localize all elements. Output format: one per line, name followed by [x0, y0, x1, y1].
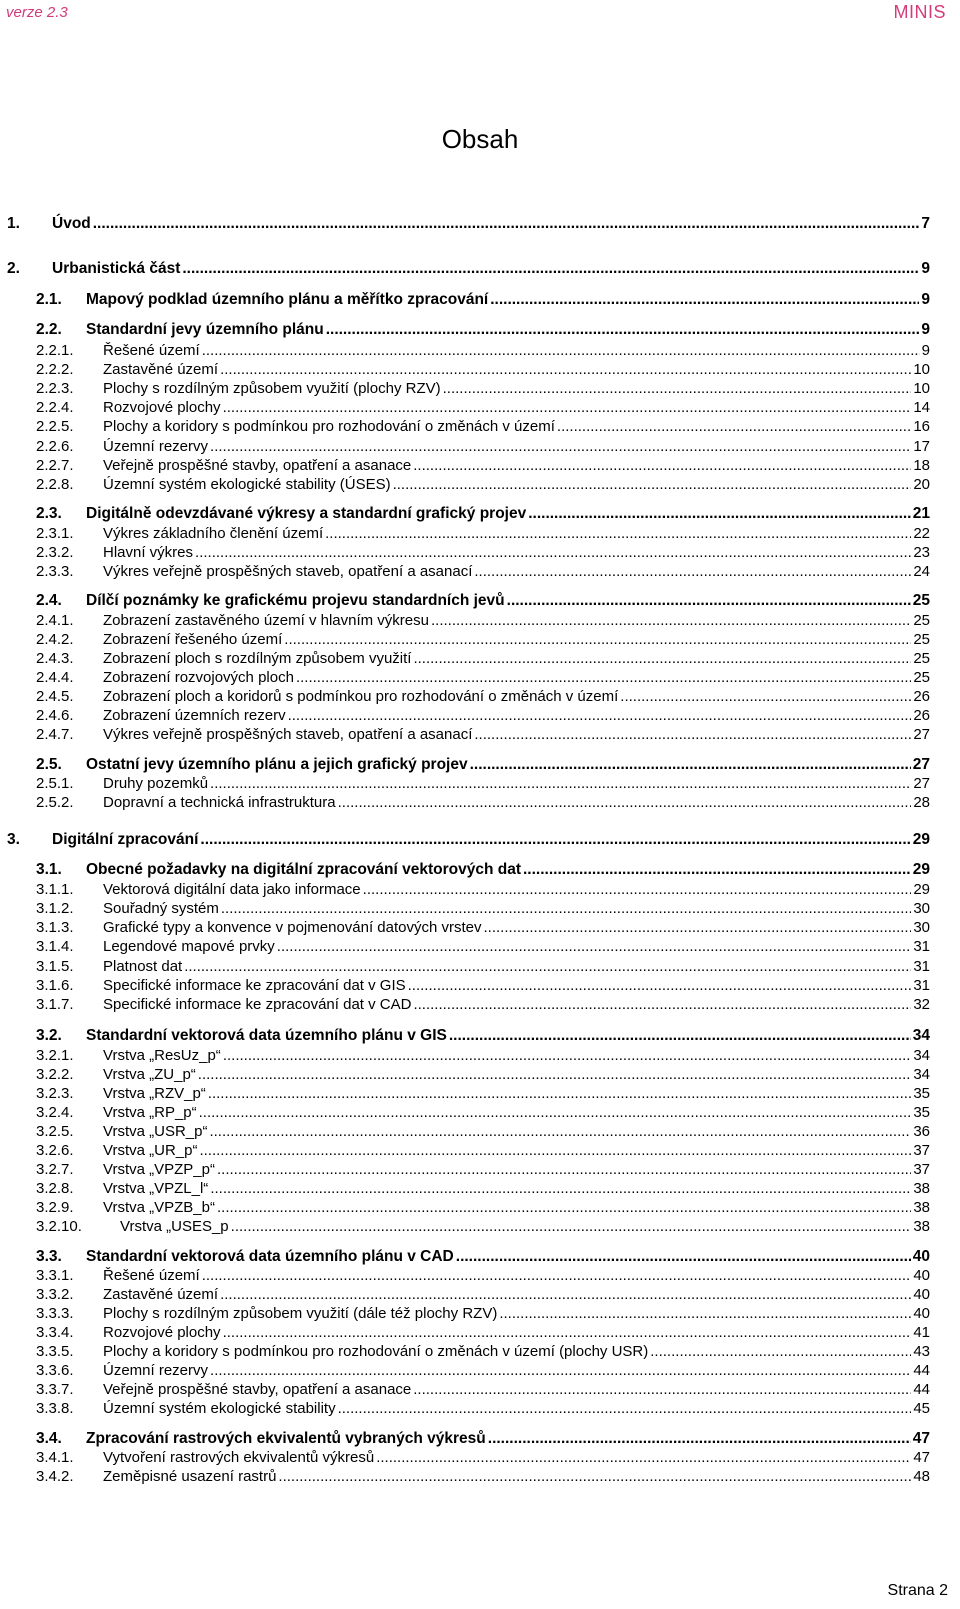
toc-entry-title: Územní rezervy: [103, 438, 209, 455]
toc-entry[interactable]: [0, 563, 960, 583]
toc-entry-number: 2.2.: [36, 321, 62, 338]
toc-entry-number: 2.4.2.: [36, 631, 74, 648]
toc-entry[interactable]: [0, 525, 960, 545]
toc-leader-dots: [217, 1199, 911, 1216]
toc-leader-dots: [288, 707, 912, 724]
toc-entry-title: Druhy pozemků: [103, 775, 209, 792]
toc-leader-dots: [202, 342, 920, 359]
toc-entry-page: 30: [913, 900, 930, 917]
toc-entry-title: Souřadný systém: [103, 900, 219, 917]
toc-entry[interactable]: [0, 1180, 960, 1200]
toc-entry-page: 9: [921, 321, 930, 338]
toc-entry-title: Platnost dat: [103, 958, 183, 975]
toc-entry[interactable]: [0, 476, 960, 496]
toc-entry-page: 16: [913, 418, 930, 435]
toc-entry-title: Územní systém ekologické stability: [103, 1400, 336, 1417]
toc-entry-number: 2.5.1.: [36, 775, 74, 792]
toc-entry-page: 29: [912, 861, 930, 878]
toc-entry[interactable]: [0, 612, 960, 632]
toc-entry-title: Urbanistická část: [52, 260, 181, 277]
toc-entry[interactable]: [0, 881, 960, 901]
toc-leader-dots: [413, 650, 911, 667]
toc-leader-dots: [199, 1142, 911, 1159]
toc-entry-title: Plochy s rozdílným způsobem využití (dále též plochy RZV): [103, 1305, 498, 1322]
toc-entry-page: 37: [913, 1161, 930, 1178]
toc-entry-title: Veřejně prospěšné stavby, opatření a asanace: [103, 457, 412, 474]
toc-leader-dots: [490, 291, 919, 309]
toc-entry[interactable]: [0, 1047, 960, 1067]
toc-entry-title: Řešené území: [103, 342, 200, 359]
toc-leader-dots: [449, 1027, 911, 1045]
toc-entry-title: Plochy s rozdílným způsobem využití (plochy RZV): [103, 380, 441, 397]
toc-entry[interactable]: [0, 457, 960, 477]
toc-leader-dots: [413, 457, 911, 474]
toc-leader-dots: [443, 380, 912, 397]
toc-entry-number: 2.2.7.: [36, 457, 74, 474]
page-number: Strana 2: [887, 1582, 948, 1599]
toc-leader-dots: [528, 505, 911, 523]
toc-entry[interactable]: [0, 505, 960, 525]
toc-entry[interactable]: [0, 1104, 960, 1124]
toc-entry-title: Ostatní jevy územního plánu a jejich grafický projev: [86, 756, 468, 773]
toc-entry-number: 3.4.2.: [36, 1468, 74, 1485]
version-label: verze 2.3: [6, 4, 68, 21]
toc-entry[interactable]: [0, 1085, 960, 1105]
toc-entry-number: 3.1.7.: [36, 996, 74, 1013]
toc-entry-title: Vrstva „RZV_p“: [103, 1085, 206, 1102]
toc-entry-title: Standardní jevy územního plánu: [86, 321, 324, 338]
toc-entry-number: 3.2.: [36, 1027, 62, 1044]
toc-entry[interactable]: [0, 1218, 960, 1238]
toc-entry-title: Zobrazení ploch a koridorů s podmínkou pro rozhodování o změnách v území: [103, 688, 619, 705]
toc-entry-title: Veřejně prospěšné stavby, opatření a asanace: [103, 1381, 412, 1398]
toc-entry-number: 2.3.1.: [36, 525, 74, 542]
toc-entry-number: 3.4.1.: [36, 1449, 74, 1466]
toc-entry-page: 35: [913, 1104, 930, 1121]
toc-leader-dots: [393, 476, 912, 493]
toc-entry-page: 9: [921, 291, 930, 308]
toc-entry-number: 3.3.: [36, 1248, 62, 1265]
toc-entry-title: Řešené území: [103, 1267, 200, 1284]
toc-entry-title: Plochy a koridory s podmínkou pro rozhodování o změnách v území (plochy USR): [103, 1343, 649, 1360]
toc-entry-title: Zobrazení územních rezerv: [103, 707, 286, 724]
toc-entry[interactable]: [0, 650, 960, 670]
toc-entry[interactable]: [0, 688, 960, 708]
toc-entry-page: 31: [913, 958, 930, 975]
toc-leader-dots: [210, 775, 911, 792]
toc-entry-page: 30: [913, 919, 930, 936]
toc-entry[interactable]: [0, 1248, 960, 1268]
toc-leader-dots: [223, 1324, 912, 1341]
toc-leader-dots: [284, 631, 911, 648]
toc-entry[interactable]: [0, 1324, 960, 1344]
toc-entry-number: 2.2.3.: [36, 380, 74, 397]
toc-entry[interactable]: [0, 1066, 960, 1086]
toc-leader-dots: [198, 1066, 912, 1083]
toc-entry-page: 24: [913, 563, 930, 580]
toc-entry-number: 3.1.2.: [36, 900, 74, 917]
toc-leader-dots: [413, 1381, 911, 1398]
toc-entry-title: Výkres veřejně prospěšných staveb, opatření a asanací: [103, 563, 473, 580]
page-title: Obsah: [441, 124, 519, 154]
toc-entry-title: Legendové mapové prvky: [103, 938, 275, 955]
toc-entry-title: Plochy a koridory s podmínkou pro rozhodování o změnách v území: [103, 418, 555, 435]
toc-entry[interactable]: [0, 291, 960, 311]
toc-entry-title: Vrstva „VPZB_b“: [103, 1199, 215, 1216]
toc-leader-dots: [456, 1248, 911, 1266]
toc-entry[interactable]: [0, 380, 960, 400]
toc-leader-dots: [208, 1085, 912, 1102]
toc-entry-page: 25: [912, 592, 930, 609]
toc-entry-page: 22: [913, 525, 930, 542]
toc-entry[interactable]: [0, 919, 960, 939]
toc-leader-dots: [217, 1161, 911, 1178]
toc-leader-dots: [210, 438, 911, 455]
toc-entry-page: 38: [913, 1218, 930, 1235]
toc-entry-title: Vrstva „USES_p: [120, 1218, 229, 1235]
toc-entry-page: 26: [913, 707, 930, 724]
toc-entry-title: Zobrazení ploch s rozdílným způsobem využití: [103, 650, 412, 667]
toc-leader-dots: [182, 260, 919, 278]
toc-entry-number: 2.2.8.: [36, 476, 74, 493]
toc-leader-dots: [431, 612, 911, 629]
toc-entry-number: 3.2.5.: [36, 1123, 74, 1140]
toc-entry[interactable]: [0, 1161, 960, 1181]
toc-entry-page: 35: [913, 1085, 930, 1102]
toc-entry-page: 10: [913, 380, 930, 397]
toc-entry-number: 2.5.2.: [36, 794, 74, 811]
toc-entry-title: Vrstva „ResUz_p“: [103, 1047, 221, 1064]
toc-leader-dots: [338, 794, 912, 811]
toc-entry-number: 2.4.3.: [36, 650, 74, 667]
toc-entry-page: 25: [913, 631, 930, 648]
toc-entry-page: 40: [913, 1267, 930, 1284]
toc-entry-title: Výkres základního členění území: [103, 525, 324, 542]
toc-entry[interactable]: [0, 1142, 960, 1162]
toc-entry-page: 27: [913, 775, 930, 792]
toc-entry-number: 3.2.2.: [36, 1066, 74, 1083]
toc-entry-title: Zastavěné území: [103, 1286, 219, 1303]
toc-entry[interactable]: [0, 1362, 960, 1382]
toc-entry-title: Dopravní a technická infrastruktura: [103, 794, 336, 811]
toc-entry[interactable]: [0, 756, 960, 776]
toc-entry-title: Rozvojové plochy: [103, 1324, 221, 1341]
toc-entry[interactable]: [0, 831, 960, 851]
toc-entry-number: 2.2.5.: [36, 418, 74, 435]
toc-leader-dots: [620, 688, 911, 705]
toc-entry-number: 3.2.10.: [36, 1218, 82, 1235]
toc-entry-page: 9: [921, 342, 930, 359]
toc-entry-number: 3.3.8.: [36, 1400, 74, 1417]
toc-entry[interactable]: [0, 399, 960, 419]
toc-entry-number: 2.4.5.: [36, 688, 74, 705]
toc-entry-page: 45: [913, 1400, 930, 1417]
toc-entry-title: Standardní vektorová data územního plánu v GIS: [86, 1027, 447, 1044]
toc-entry-page: 37: [913, 1142, 930, 1159]
toc-entry-number: 3.3.1.: [36, 1267, 74, 1284]
toc-entry[interactable]: [0, 1381, 960, 1401]
toc-entry-page: 47: [912, 1430, 930, 1447]
toc-leader-dots: [199, 1104, 912, 1121]
toc-entry-title: Vrstva „UR_p“: [103, 1142, 198, 1159]
toc-entry-page: 20: [913, 476, 930, 493]
toc-entry-title: Vytvoření rastrových ekvivalentů výkresů: [103, 1449, 375, 1466]
toc-entry-number: 2.3.3.: [36, 563, 74, 580]
toc-leader-dots: [363, 881, 912, 898]
toc-entry[interactable]: [0, 958, 960, 978]
toc-leader-dots: [200, 831, 910, 849]
toc-entry-page: 9: [921, 260, 930, 277]
toc-entry-page: 31: [913, 938, 930, 955]
toc-entry-number: 3.2.6.: [36, 1142, 74, 1159]
toc-entry-title: Zastavěné území: [103, 361, 219, 378]
toc-entry-page: 28: [913, 794, 930, 811]
toc-entry[interactable]: [0, 418, 960, 438]
toc-entry[interactable]: [0, 1400, 960, 1420]
toc-entry[interactable]: [0, 361, 960, 381]
toc-leader-dots: [474, 563, 911, 580]
toc-entry-title: Vrstva „VPZP_p“: [103, 1161, 215, 1178]
toc-entry-page: 44: [913, 1362, 930, 1379]
toc-leader-dots: [338, 1400, 912, 1417]
toc-leader-dots: [376, 1449, 911, 1466]
toc-entry-page: 31: [913, 977, 930, 994]
toc-entry-title: Vektorová digitální data jako informace: [103, 881, 361, 898]
toc-entry-page: 38: [913, 1199, 930, 1216]
toc-leader-dots: [474, 726, 911, 743]
toc-entry[interactable]: [0, 775, 960, 795]
toc-entry[interactable]: [0, 342, 960, 362]
toc-entry-number: 2.3.: [36, 505, 62, 522]
toc-entry-title: Úvod: [52, 215, 91, 232]
toc-entry-page: 18: [913, 457, 930, 474]
toc-entry[interactable]: [0, 861, 960, 881]
toc-entry-number: 3.2.4.: [36, 1104, 74, 1121]
toc-entry-number: 3.1.3.: [36, 919, 74, 936]
toc-entry-title: Zobrazení zastavěného území v hlavním výkresu: [103, 612, 429, 629]
toc-entry-page: 26: [913, 688, 930, 705]
toc-entry-title: Zobrazení rozvojových ploch: [103, 669, 294, 686]
toc-entry-number: 2.2.1.: [36, 342, 74, 359]
toc-entry-number: 3.3.3.: [36, 1305, 74, 1322]
toc-leader-dots: [93, 215, 920, 233]
toc-entry-title: Specifické informace ke zpracování dat v CAD: [103, 996, 412, 1013]
toc-entry-page: 27: [912, 756, 930, 773]
toc-entry-title: Územní systém ekologické stability (ÚSES): [103, 476, 391, 493]
toc-entry-title: Digitálně odevzdávané výkresy a standardní grafický projev: [86, 505, 527, 522]
toc-entry-number: 2.4.7.: [36, 726, 74, 743]
toc-entry-page: 48: [913, 1468, 930, 1485]
toc-entry-number: 2.5.: [36, 756, 62, 773]
toc-entry-number: 2.4.: [36, 592, 62, 609]
toc-entry-number: 2.2.4.: [36, 399, 74, 416]
toc-leader-dots: [499, 1305, 911, 1322]
toc-entry-page: 14: [913, 399, 930, 416]
toc-entry[interactable]: [0, 726, 960, 746]
toc-entry-number: 2.: [7, 260, 20, 277]
toc-entry-title: Mapový podklad územního plánu a měřítko zpracování: [86, 291, 489, 308]
toc-entry[interactable]: [0, 794, 960, 814]
toc-leader-dots: [202, 1267, 912, 1284]
toc-entry-number: 2.4.1.: [36, 612, 74, 629]
toc-entry-title: Digitální zpracování: [52, 831, 199, 848]
toc-entry-number: 3.2.7.: [36, 1161, 74, 1178]
toc-entry[interactable]: [0, 215, 960, 235]
toc-entry-number: 3.3.4.: [36, 1324, 74, 1341]
toc-entry[interactable]: [0, 260, 960, 280]
toc-entry-page: 40: [912, 1248, 930, 1265]
toc-entry-title: Územní rezervy: [103, 1362, 209, 1379]
toc-entry-page: 47: [913, 1449, 930, 1466]
toc-entry[interactable]: [0, 1027, 960, 1047]
brand-logo: MINIS: [893, 2, 946, 22]
toc-entry-page: 27: [913, 726, 930, 743]
toc-entry-title: Vrstva „ZU_p“: [103, 1066, 196, 1083]
toc-entry[interactable]: [0, 321, 960, 341]
toc-entry[interactable]: [0, 1468, 960, 1488]
toc-leader-dots: [223, 1047, 912, 1064]
toc-entry-page: 10: [913, 361, 930, 378]
toc-entry-number: 3.1.5.: [36, 958, 74, 975]
toc-entry-page: 7: [921, 215, 930, 232]
toc-entry[interactable]: [0, 1123, 960, 1143]
toc-entry[interactable]: [0, 707, 960, 727]
toc-entry-page: 21: [912, 505, 930, 522]
toc-leader-dots: [209, 1123, 911, 1140]
toc-entry-title: Specifické informace ke zpracování dat v GIS: [103, 977, 406, 994]
toc-entry-title: Vrstva „VPZL_l“: [103, 1180, 209, 1197]
toc-leader-dots: [413, 996, 911, 1013]
toc-entry-number: 3.1.6.: [36, 977, 74, 994]
toc-entry-number: 2.4.4.: [36, 669, 74, 686]
toc-leader-dots: [220, 361, 911, 378]
toc-leader-dots: [277, 938, 912, 955]
toc-leader-dots: [210, 1180, 911, 1197]
toc-entry[interactable]: [0, 996, 960, 1016]
toc-entry-title: Grafické typy a konvence v pojmenování datových vrstev: [103, 919, 482, 936]
toc-entry-page: 40: [913, 1305, 930, 1322]
toc-entry-number: 2.2.6.: [36, 438, 74, 455]
toc-entry[interactable]: [0, 1449, 960, 1469]
toc-leader-dots: [296, 669, 911, 686]
toc-entry-number: 3.3.7.: [36, 1381, 74, 1398]
toc-entry-page: 36: [913, 1123, 930, 1140]
toc-leader-dots: [195, 544, 911, 561]
toc-entry-page: 29: [912, 831, 930, 848]
toc-entry[interactable]: [0, 1343, 960, 1363]
toc-entry-number: 3.2.3.: [36, 1085, 74, 1102]
toc-entry-title: Dílčí poznámky ke grafickému projevu standardních jevů: [86, 592, 505, 609]
toc-entry-number: 3.1.: [36, 861, 62, 878]
toc-entry[interactable]: [0, 977, 960, 997]
toc-entry[interactable]: [0, 900, 960, 920]
toc-entry[interactable]: [0, 1430, 960, 1450]
toc-entry-title: Rozvojové plochy: [103, 399, 221, 416]
toc-entry-number: 3.3.2.: [36, 1286, 74, 1303]
toc-leader-dots: [557, 418, 911, 435]
toc-entry-page: 34: [913, 1066, 930, 1083]
toc-entry-page: 25: [913, 669, 930, 686]
toc-leader-dots: [278, 1468, 911, 1485]
toc-entry-page: 40: [913, 1286, 930, 1303]
toc-leader-dots: [223, 399, 912, 416]
toc-entry[interactable]: [0, 592, 960, 612]
toc-entry-number: 3.3.6.: [36, 1362, 74, 1379]
toc-entry[interactable]: [0, 1286, 960, 1306]
toc-entry-number: 3.3.5.: [36, 1343, 74, 1360]
toc-entry-number: 3.2.8.: [36, 1180, 74, 1197]
toc-entry-number: 2.1.: [36, 291, 62, 308]
toc-entry-page: 41: [913, 1324, 930, 1341]
toc-leader-dots: [231, 1218, 912, 1235]
toc-entry-number: 2.3.2.: [36, 544, 74, 561]
toc-entry-page: 34: [913, 1047, 930, 1064]
toc-entry-page: 38: [913, 1180, 930, 1197]
toc-entry-page: 43: [913, 1343, 930, 1360]
toc-leader-dots: [488, 1430, 911, 1448]
toc-entry-title: Vrstva „USR_p“: [103, 1123, 208, 1140]
toc-entry[interactable]: [0, 544, 960, 564]
toc-entry-title: Výkres veřejně prospěšných staveb, opatření a asanací: [103, 726, 473, 743]
toc-entry-title: Zpracování rastrových ekvivalentů vybraných výkresů: [86, 1430, 486, 1447]
toc-entry-title: Obecné požadavky na digitální zpracování vektorových dat: [86, 861, 521, 878]
toc-entry[interactable]: [0, 1305, 960, 1325]
toc-entry-number: 3.2.9.: [36, 1199, 74, 1216]
toc-leader-dots: [523, 861, 911, 879]
toc-leader-dots: [326, 321, 920, 339]
toc-entry-title: Zobrazení řešeného území: [103, 631, 283, 648]
toc-entry-page: 17: [913, 438, 930, 455]
toc-entry[interactable]: [0, 438, 960, 458]
toc-entry-page: 32: [913, 996, 930, 1013]
toc-leader-dots: [507, 592, 911, 610]
toc-entry-title: Zeměpisné usazení rastrů: [103, 1468, 277, 1485]
toc-entry-number: 3.: [7, 831, 20, 848]
toc-leader-dots: [650, 1343, 911, 1360]
toc-entry[interactable]: [0, 1267, 960, 1287]
toc-leader-dots: [325, 525, 911, 542]
toc-leader-dots: [484, 919, 912, 936]
toc-entry-number: 1.: [7, 215, 20, 232]
toc-leader-dots: [184, 958, 911, 975]
toc-entry-number: 3.4.: [36, 1430, 62, 1447]
toc-leader-dots: [221, 900, 911, 917]
toc-leader-dots: [408, 977, 912, 994]
toc-entry-title: Vrstva „RP_p“: [103, 1104, 197, 1121]
toc-entry-number: 3.1.4.: [36, 938, 74, 955]
toc-entry-page: 25: [913, 650, 930, 667]
toc-entry-number: 2.2.2.: [36, 361, 74, 378]
toc-leader-dots: [470, 756, 911, 774]
toc-entry-page: 34: [912, 1027, 930, 1044]
toc-entry[interactable]: [0, 631, 960, 651]
toc-leader-dots: [210, 1362, 911, 1379]
toc-entry-number: 3.2.1.: [36, 1047, 74, 1064]
toc-entry-page: 44: [913, 1381, 930, 1398]
toc-entry-title: Standardní vektorová data územního plánu v CAD: [86, 1248, 454, 1265]
toc-entry-number: 3.1.1.: [36, 881, 74, 898]
toc-entry-page: 25: [913, 612, 930, 629]
toc-leader-dots: [220, 1286, 911, 1303]
toc-entry-page: 29: [913, 881, 930, 898]
toc-entry-title: Hlavní výkres: [103, 544, 194, 561]
toc-entry[interactable]: [0, 1199, 960, 1219]
toc-entry-number: 2.4.6.: [36, 707, 74, 724]
toc-entry[interactable]: [0, 938, 960, 958]
toc-entry[interactable]: [0, 669, 960, 689]
toc-entry-page: 23: [913, 544, 930, 561]
